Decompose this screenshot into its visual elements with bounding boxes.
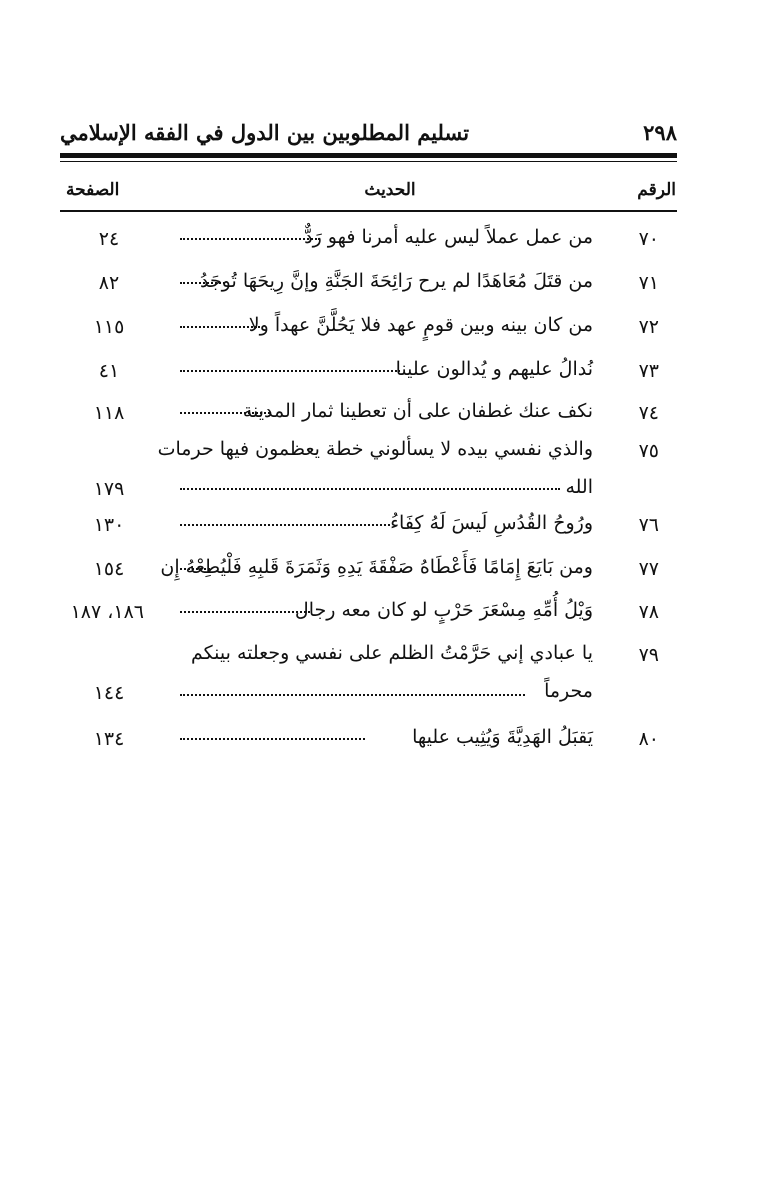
column-header-number: الرقم: [637, 180, 676, 200]
page-ref: ٨٢: [98, 272, 120, 294]
page-ref: ١٤٤: [93, 682, 125, 704]
hadith-text: ومن بَايَعَ إِمَامًا فَأَعْطَاهُ صَفْقَةَ يَدِهِ وَثَمَرَةَ قَلبِهِ فَلْيُطِعْهُ إِن: [160, 556, 593, 578]
page-number: ٢٩٨: [643, 120, 677, 145]
book-title: تسليم المطلوبين بين الدول في الفقه الإسلامي: [60, 120, 470, 145]
page-ref: ١٨٦، ١٨٧: [70, 601, 144, 623]
page-ref: ١٧٩: [93, 478, 125, 500]
table-row: [60, 593, 677, 635]
page-ref: ١٣٠: [93, 514, 125, 536]
page-ref: ٢٤: [98, 228, 120, 250]
leader-dots: [180, 568, 210, 570]
running-header: [60, 120, 677, 150]
hadith-text: يا عبادي إني حَرَّمْتُ الظلم على نفسي وجعلته بينكم: [191, 642, 593, 664]
leader-dots: [180, 238, 320, 240]
leader-dots: [180, 738, 365, 740]
hadith-text: والذي نفسي بيده لا يسألوني خطة يعظمون فيها حرمات: [157, 438, 593, 460]
row-number: ٧٦: [638, 514, 659, 536]
table-row: [60, 432, 677, 516]
page-ref: ١٣٤: [93, 728, 125, 750]
hadith-text: من كان بينه وبين قومٍ عهد فلا يَحُلَّنَّ عهداً ولا: [248, 314, 593, 336]
row-number: ٧٨: [638, 601, 659, 623]
table-row: [60, 506, 677, 548]
column-header-page: الصفحة: [66, 180, 120, 200]
row-number: ٧٤: [638, 402, 659, 424]
table-row: [60, 394, 677, 436]
table-row: [60, 720, 677, 762]
table-row: [60, 308, 677, 350]
hadith-text: وَيْلُ أُمِّهِ مِسْعَرَ حَرْبٍ لو كان معه رجال: [294, 599, 593, 621]
column-header-hadith: الحديث: [364, 180, 416, 200]
table-row: [60, 220, 677, 262]
leader-dots: [180, 326, 260, 328]
hadith-text: ورُوحُ القُدُسِ لَيسَ لَهُ كِفَاءُ: [390, 512, 593, 534]
leader-dots: [180, 488, 560, 490]
header-rule-thick: [60, 153, 677, 158]
row-number: ٧٠: [638, 228, 659, 250]
hadith-text-continued: الله: [565, 476, 593, 498]
leader-dots: [180, 282, 225, 284]
row-number: ٨٠: [638, 728, 659, 750]
page-ref: ١١٥: [93, 316, 125, 338]
hadith-text: من قتَلَ مُعَاهَدًا لم يرح رَائِحَةَ الجَنَّةِ وإنَّ رِيحَهَا تُوجَدُ: [199, 270, 593, 292]
hadith-text: يَقبَلُ الهَدِيَّةَ وَيُثِيب عليها: [412, 726, 593, 748]
row-number: ٧٣: [638, 360, 659, 382]
row-number: ٧٧: [638, 558, 659, 580]
hadith-text-continued: محرماً: [544, 680, 593, 702]
row-number: ٧٢: [638, 316, 659, 338]
leader-dots: [180, 611, 310, 613]
leader-dots: [180, 370, 400, 372]
table-row: [60, 352, 677, 394]
header-rule-thin: [60, 161, 677, 162]
hadith-text: من عمل عملاً ليس عليه أمرنا فهو رَدٌّ: [304, 226, 593, 248]
page-ref: ١٥٤: [93, 558, 125, 580]
hadith-text: نكف عنك غطفان على أن تعطينا ثمار المدينة: [242, 400, 593, 422]
table-row: [60, 550, 677, 592]
page-ref: ١١٨: [93, 402, 125, 424]
column-header-rule: [60, 210, 677, 212]
page-ref: ٤١: [98, 360, 120, 382]
leader-dots: [180, 524, 390, 526]
row-number: ٧٥: [638, 440, 659, 462]
row-number: ٧٩: [638, 644, 659, 666]
table-row: [60, 636, 677, 720]
hadith-text: نُدالُ عليهم و يُدالون علينا: [395, 358, 593, 380]
table-row: [60, 264, 677, 306]
row-number: ٧١: [638, 272, 659, 294]
leader-dots: [180, 694, 525, 696]
leader-dots: [180, 412, 270, 414]
